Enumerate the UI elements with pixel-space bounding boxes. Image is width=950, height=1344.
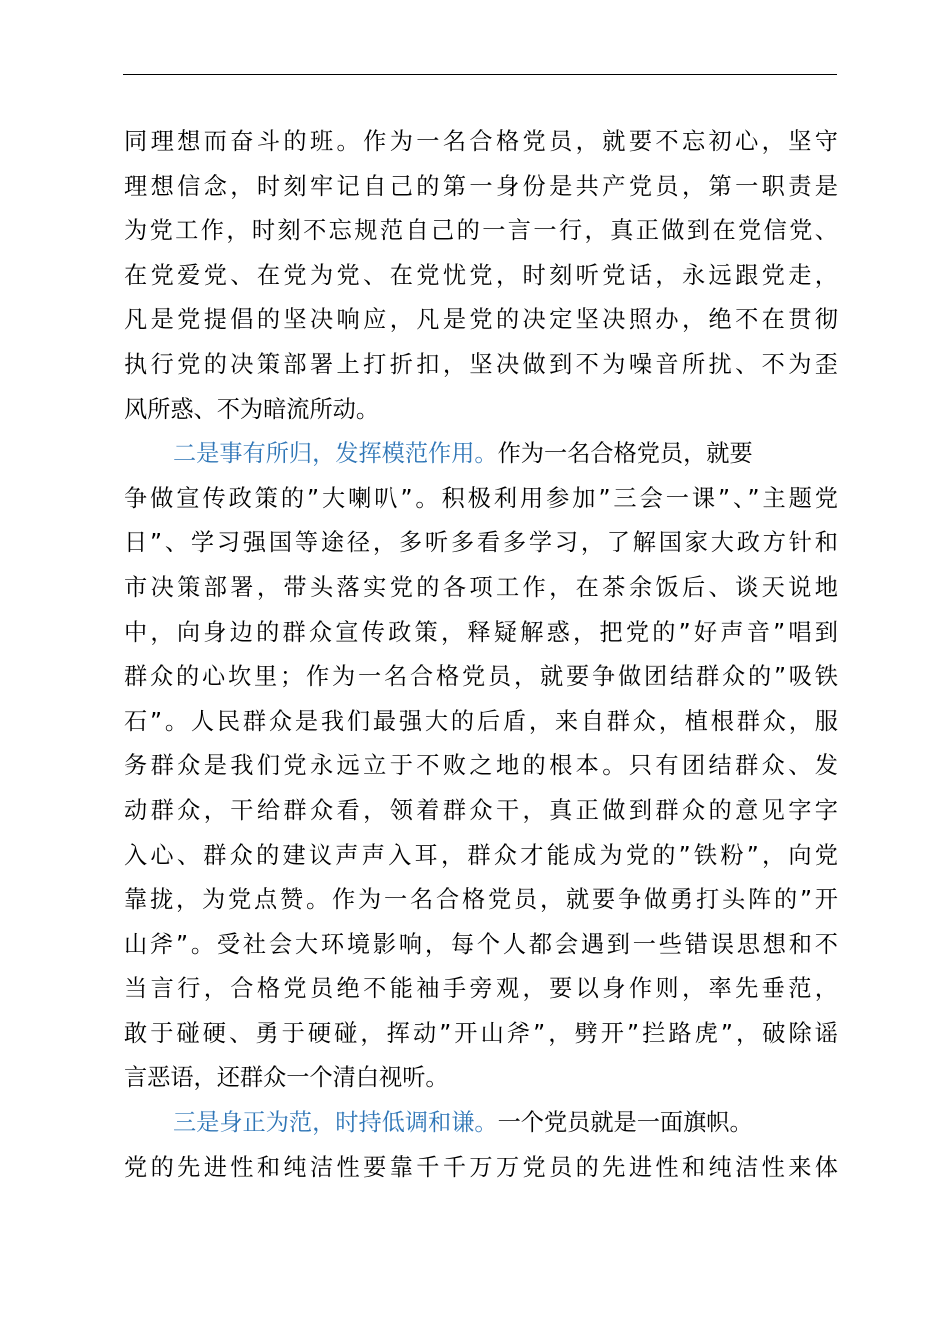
text-span: 作为一名合格党员，就要 bbox=[497, 440, 753, 468]
text-line: 理想信念，时刻牢记自己的第一身份是共产党员，第一职责是 bbox=[124, 172, 838, 200]
text-line: 风所惑、不为暗流所动。 bbox=[124, 395, 380, 423]
text-line: 日”、学习强国等途径，多听多看多学习，了解国家大政方针和 bbox=[124, 529, 838, 557]
text-line: 言恶语，还群众一个清白视听。 bbox=[124, 1064, 449, 1092]
section-heading: 三是身正为范，时持低调和谦。 bbox=[173, 1109, 498, 1137]
text-line: 群众的心坎里；作为一名合格党员，就要争做团结群众的”吸铁 bbox=[124, 663, 838, 691]
text-line: 务群众是我们党永远立于不败之地的根本。只有团结群众、发 bbox=[124, 752, 838, 780]
text-line: 党的先进性和纯洁性要靠千千万万党员的先进性和纯洁性来体 bbox=[124, 1153, 838, 1181]
text-line: 敢于碰硬、勇于硬碰，挥动”开山斧”，劈开”拦路虎”，破除谣 bbox=[124, 1019, 838, 1047]
header-rule bbox=[123, 74, 837, 75]
document-body bbox=[124, 120, 838, 1190]
text-line: 中，向身边的群众宣传政策，释疑解惑，把党的”好声音”唱到 bbox=[124, 618, 838, 646]
text-line: 靠拢，为党点赞。作为一名合格党员，就要争做勇打头阵的”开 bbox=[124, 886, 838, 914]
text-line: 当言行，合格党员绝不能袖手旁观，要以身作则，率先垂范， bbox=[124, 975, 838, 1003]
paragraph-first-line bbox=[124, 1101, 838, 1146]
text-line: 动群众，干给群众看，领着群众干，真正做到群众的意见字字 bbox=[124, 796, 838, 824]
text-line: 山斧”。受社会大环境影响，每个人都会遇到一些错误思想和不 bbox=[124, 930, 838, 958]
text-line: 在党爱党、在党为党、在党忧党，时刻听党话，永远跟党走， bbox=[124, 261, 838, 289]
paragraph-first-line bbox=[124, 432, 838, 477]
text-line: 石”。人民群众是我们最强大的后盾，来自群众，植根群众，服 bbox=[124, 707, 838, 735]
text-line: 争做宣传政策的”大喇叭”。积极利用参加”三会一课”、”主题党 bbox=[124, 484, 838, 512]
text-line: 执行党的决策部署上打折扣，坚决做到不为噪音所扰、不为歪 bbox=[124, 350, 838, 378]
text-span: 一个党员就是一面旗帜。 bbox=[497, 1109, 753, 1137]
text-line: 凡是党提倡的坚决响应，凡是党的决定坚决照办，绝不在贯彻 bbox=[124, 306, 838, 334]
text-line: 同理想而奋斗的班。作为一名合格党员，就要不忘初心，坚守 bbox=[124, 128, 838, 155]
text-line: 市决策部署，带头落实党的各项工作，在茶余饭后、谈天说地 bbox=[124, 573, 838, 601]
section-heading: 二是事有所归，发挥模范作用。 bbox=[173, 440, 498, 468]
text-line: 为党工作，时刻不忘规范自己的一言一行，真正做到在党信党、 bbox=[124, 217, 838, 245]
text-line: 入心、群众的建议声声入耳，群众才能成为党的”铁粉”，向党 bbox=[124, 841, 838, 869]
